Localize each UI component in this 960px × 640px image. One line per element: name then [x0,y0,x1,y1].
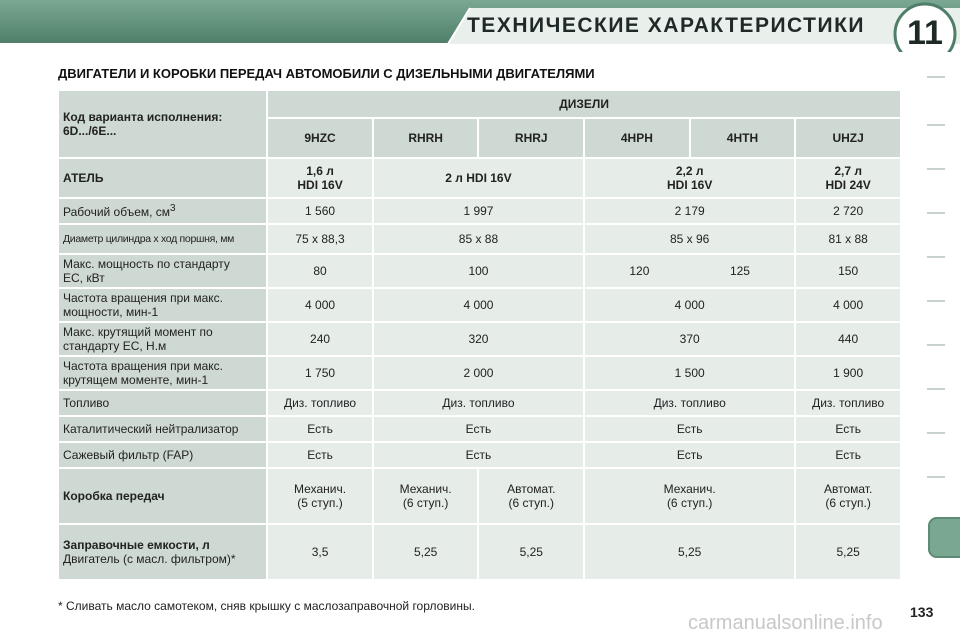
cell: Диз. топливо [268,391,372,415]
engine-name-line: HDI 24V [825,178,871,192]
watermark: carmanualsonline.info [688,612,883,634]
cell: Диз. топливо [374,391,583,415]
cell: Есть [585,443,794,467]
cell [585,255,794,287]
side-tab-marker [927,476,945,478]
cell: 240 [268,323,372,355]
chapter-tab-active[interactable] [928,517,960,558]
cell [585,469,794,523]
row-label [59,199,266,223]
cell: Есть [796,443,900,467]
cell-line: Автомат. [823,482,873,496]
cell: 4 000 [585,289,794,321]
table-row [59,323,900,355]
version-code: RHRJ [479,119,583,157]
chapter-number: 11 [907,14,943,52]
version-code: 4HPH [585,119,689,157]
version-label-line: 6D.../6E... [63,124,117,138]
table-row [59,391,900,415]
row-label-line: Частота вращения при макс. [63,291,223,305]
row-label-line: крутящем моменте, мин-1 [63,373,209,387]
row-label: Сажевый фильтр (FAP) [59,443,266,467]
engine-name-line: HDI 16V [297,178,343,192]
diesel-header: ДИЗЕЛИ [268,91,900,117]
version-code-label [59,91,266,157]
page-number: 133 [910,604,934,620]
cell [268,469,372,523]
superscript: 3 [170,203,176,214]
cell: 1 500 [585,357,794,389]
table-row [59,525,900,579]
footnote: * Сливать масло самотеком, сняв крышку с маслозаправочной горловины. [58,599,475,613]
row-label-line: Частота вращения при макс. [63,359,223,373]
table-row [59,255,900,287]
cell: 440 [796,323,900,355]
row-label-text: Рабочий объем, см [63,205,171,219]
cell: 5,25 [374,525,478,579]
version-code: UHZJ [796,119,900,157]
cell: 3,5 [268,525,372,579]
row-label-line: стандарту ЕС, Н.м [63,339,167,353]
table-row [59,199,900,223]
gearbox-label: Коробка передач [59,469,266,523]
table-row [59,289,900,321]
side-tab-marker [927,168,945,170]
cell-line: (5 ступ.) [297,496,343,510]
version-label-line: Код варианта исполнения: [63,110,223,124]
engine-label: АТЕЛЬ [59,159,266,197]
table-row [59,225,900,253]
side-tab-marker [927,124,945,126]
cell: Диз. топливо [585,391,794,415]
row-label: Каталитический нейтрализатор [59,417,266,441]
cell: Есть [796,417,900,441]
side-tab-marker [927,300,945,302]
cell-line: Автомат. [507,482,556,496]
cell: 370 [585,323,794,355]
cell: Есть [268,443,372,467]
version-code: 4HTH [691,119,795,157]
cell [796,469,900,523]
cell-line: (6 ступ.) [508,496,554,510]
side-tab-marker [927,388,945,390]
section-title: ДВИГАТЕЛИ И КОРОБКИ ПЕРЕДАЧ АВТОМОБИЛИ С ДИЗЕЛЬНЫМИ ДВИГАТЕЛЯМИ [58,66,595,81]
row-label-line: Макс. крутящий момент по [63,325,213,339]
engine-name [585,159,794,197]
engine-name [796,159,900,197]
side-tab-marker [927,212,945,214]
version-code: RHRH [374,119,478,157]
engine-name-line: 1,6 л [306,164,334,178]
cell: 5,25 [479,525,583,579]
capacity-label [59,525,266,579]
cell: 4 000 [374,289,583,321]
table-row [59,469,900,523]
table-row [59,443,900,467]
page-header [0,0,960,52]
side-tab-marker [927,256,945,258]
cell-value: 120 [629,264,650,278]
cell: 5,25 [585,525,794,579]
row-label-line: мощности, мин-1 [63,305,159,319]
header-title: ТЕХНИЧЕСКИЕ ХАРАКТЕРИСТИКИ [466,14,866,37]
cell: Есть [268,417,372,441]
cell [374,469,478,523]
row-label: Диаметр цилиндра х ход поршня, мм [59,225,266,253]
row-label-line: Макс. мощность по стандарту [63,257,230,271]
row-label [59,289,266,321]
cell: 5,25 [796,525,900,579]
cell [479,469,583,523]
cell-line: (6 ступ.) [666,496,713,510]
version-code: 9HZC [268,119,372,157]
engine-name-line: 2,2 л [675,164,704,178]
engine-name [268,159,372,197]
engine-name: 2 л HDI 16V [374,159,583,197]
engine-name-line: HDI 16V [666,178,713,192]
table-row [59,357,900,389]
engine-name-line: 2,7 л [834,164,862,178]
cell: Есть [585,417,794,441]
cell-line: (6 ступ.) [825,496,871,510]
row-label [59,323,266,355]
cell: 85 х 88 [374,225,583,253]
cell: 2 179 [585,199,794,223]
side-tab-marker [927,76,945,78]
cell: Есть [374,443,583,467]
cell-line: Механич. [294,482,347,496]
cell: 4 000 [268,289,372,321]
cell: 320 [374,323,583,355]
cell: 150 [796,255,900,287]
cell: 100 [374,255,583,287]
side-tab-rail [927,66,960,576]
cell: 1 997 [374,199,583,223]
cell: Диз. топливо [796,391,900,415]
table-row [59,417,900,441]
row-label-line: Заправочные емкости, л [63,538,210,552]
cell: 1 900 [796,357,900,389]
cell: 75 х 88,3 [268,225,372,253]
row-label: Топливо [59,391,266,415]
cell-value: 125 [729,264,750,278]
cell: 81 х 88 [796,225,900,253]
cell-line: Механич. [399,482,452,496]
cell: 2 000 [374,357,583,389]
row-label [59,255,266,287]
cell: 1 750 [268,357,372,389]
spec-table [57,89,902,581]
cell: 2 720 [796,199,900,223]
cell: Есть [374,417,583,441]
row-label [59,357,266,389]
cell: 1 560 [268,199,372,223]
cell-line: (6 ступ.) [402,496,449,510]
row-label-line: Двигатель (с масл. фильтром)* [63,552,236,566]
cell: 80 [268,255,372,287]
side-tab-marker [927,432,945,434]
side-tab-marker [927,344,945,346]
row-label-line: ЕС, кВт [63,271,105,285]
cell: 4 000 [796,289,900,321]
cell: 85 х 96 [585,225,794,253]
cell-line: Механич. [663,482,716,496]
